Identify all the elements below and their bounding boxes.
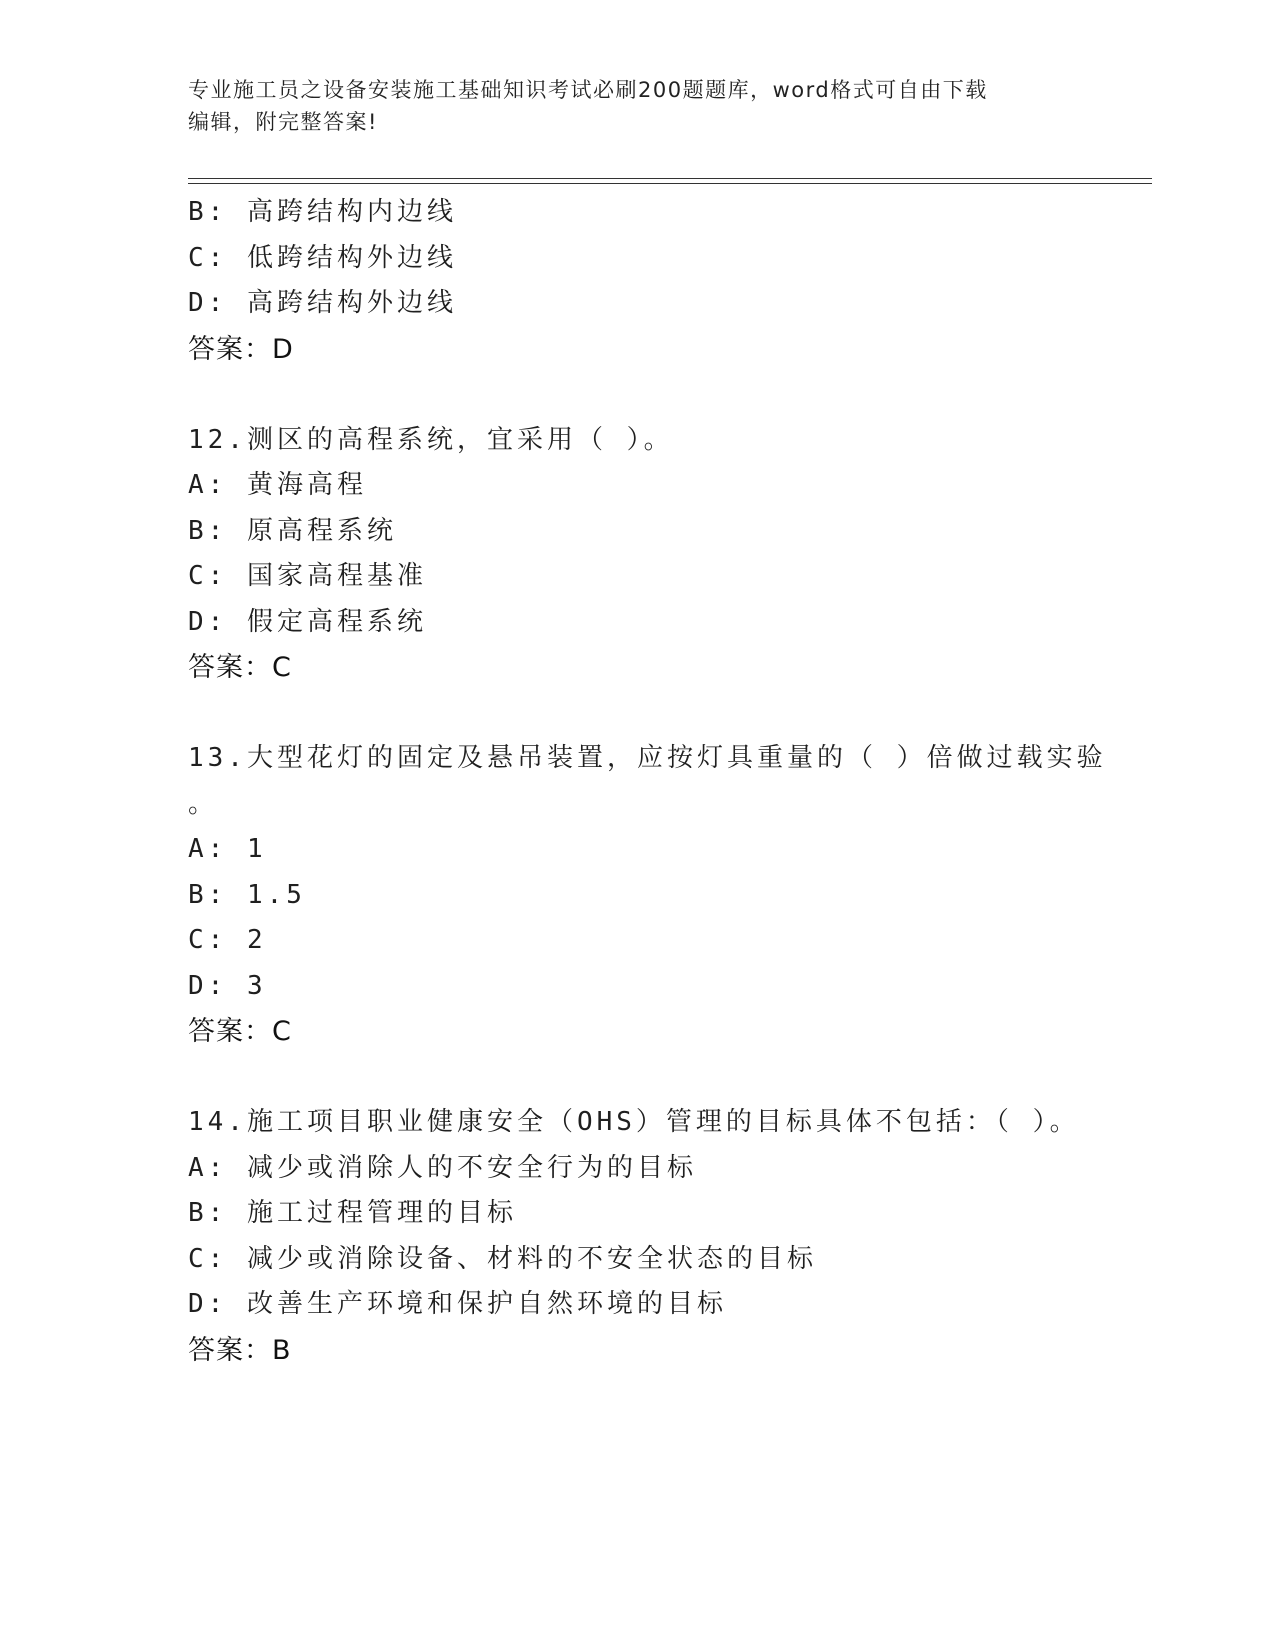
answer-line: 答案：B: [188, 1334, 292, 1366]
answer-line: 答案：D: [188, 333, 294, 365]
document-header: [188, 74, 1068, 138]
option-d: D: 3: [188, 970, 267, 1001]
option-b: B: 施工过程管理的目标: [188, 1198, 517, 1228]
header-title-line-1: 专业施工员之设备安装施工基础知识考试必刷200题题库，word格式可自由下载: [188, 78, 988, 102]
spacer: [188, 691, 1088, 737]
answer-line: 答案：C: [188, 652, 292, 683]
header-title-line-2: 编辑，附完整答案!: [188, 110, 378, 134]
question-stem: 14.施工项目职业健康安全（OHS）管理的目标具体不包括：（ ）。: [188, 1107, 1080, 1137]
option-d: D: 假定高程系统: [188, 606, 427, 637]
option-d: D: 高跨结构外边线: [188, 288, 457, 318]
answer-line: 答案：C: [188, 1016, 292, 1047]
option-b: B: 高跨结构内边线: [188, 197, 457, 227]
spacer: [188, 1055, 1088, 1101]
option-c: C: 2: [188, 925, 267, 955]
option-a: A: 1: [188, 834, 267, 864]
option-d: D: 改善生产环境和保护自然环境的目标: [188, 1289, 727, 1319]
option-c: C: 低跨结构外边线: [188, 242, 457, 273]
question-stem-continuation: 。: [188, 788, 215, 819]
option-b: B: 1.5: [188, 879, 306, 910]
option-c: C: 减少或消除设备、材料的不安全状态的目标: [188, 1243, 817, 1274]
header-divider-top: [188, 178, 1152, 179]
question-12: [188, 418, 1088, 691]
question-list: [188, 190, 1107, 1373]
question-stem: 13.大型花灯的固定及悬吊装置，应按灯具重量的（ ）倍做过载实验: [188, 743, 1107, 773]
question-stem: 12.测区的高程系统，宜采用（ ）。: [188, 424, 674, 455]
option-b: B: 原高程系统: [188, 515, 397, 546]
question-14: [188, 1100, 1088, 1373]
option-c: C: 国家高程基准: [188, 561, 427, 591]
question-13: [188, 736, 1107, 1055]
option-a: A: 黄海高程: [188, 470, 367, 500]
spacer: [188, 372, 1088, 418]
option-a: A: 减少或消除人的不安全行为的目标: [188, 1152, 697, 1183]
question-11: [188, 190, 1088, 372]
header-divider-bottom: [188, 183, 1152, 184]
